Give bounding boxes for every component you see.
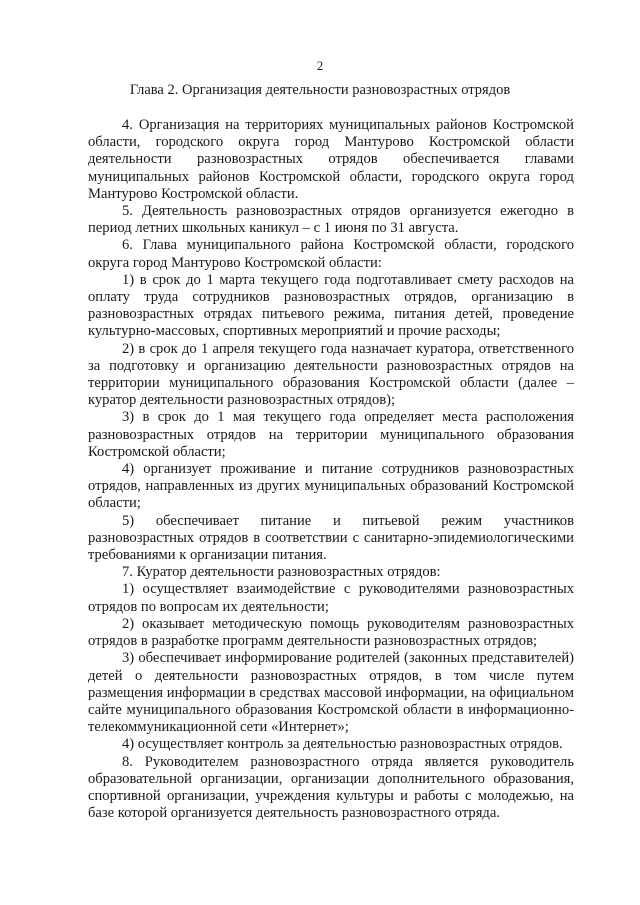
subparagraph-7-3: 3) обеспечивает информирование родителей (законных представителей) детей о деятельности разновозрастных отрядов, в том числе путем размещения информации в средствах массовой информации, на официальном сайте муниципального образования Костромской области в информационно-телекоммуникационной сети «Интернет»; [88, 650, 574, 736]
page-number: 2 [316, 58, 324, 73]
subparagraph-7-2: 2) оказывает методическую помощь руководителям разновозрастных отрядов в разработке программ деятельности разновозрастных отрядов; [88, 615, 574, 650]
subparagraph-6-5: 5) обеспечивает питание и питьевой режим участников разновозрастных отрядов в соответствии с санитарно-эпидемиологическими требованиями к организации питания. [88, 512, 574, 564]
subparagraph-6-3: 3) в срок до 1 мая текущего года определяет места расположения разновозрастных отрядов на территории муниципального образования Костромской области; [88, 409, 574, 460]
paragraph-item-8: 8. Руководителем разновозрастного отряда является руководитель образовательной организации, организации дополнительного образования, спортивной организации, учреждения культуры и работы с молодежью, на базе которой организуется деятельность разновозрастного отряда. [88, 753, 574, 822]
subparagraph-6-4: 4) организует проживание и питание сотрудников разновозрастных отрядов, направленных из других муниципальных образований Костромской области; [88, 461, 574, 512]
chapter-title: Глава 2. Организация деятельности разновозрастных отрядов [129, 82, 511, 98]
subparagraph-6-1: 1) в срок до 1 марта текущего года подготавливает смету расходов на оплату труда сотрудников разновозрастных отрядов, организацию в разновозрастных отрядах питьевого режима, питания детей, проведение культурно-массовых, спортивных мероприятий и прочие расходы; [88, 271, 574, 340]
paragraph-item-6: 6. Глава муниципального района Костромской области, городского округа город Мантурово Костромской области: [88, 237, 574, 271]
paragraph-item-5: 5. Деятельность разновозрастных отрядов организуется ежегодно в период летних школьных каникул – с 1 июня по 31 августа. [88, 203, 574, 237]
subparagraph-7-1: 1) осуществляет взаимодействие с руководителями разновозрастных отрядов по вопросам их деятельности; [88, 581, 574, 615]
subparagraph-7-4: 4) осуществляет контроль за деятельностью разновозрастных отрядов. [122, 736, 563, 753]
subparagraph-6-2: 2) в срок до 1 апреля текущего года назначает куратора, ответственного за подготовку и организацию деятельности разновозрастных отрядов на территории муниципального образования Костромской области (далее – куратор деятельности разновозрастных отрядов); [88, 340, 574, 409]
document-body [88, 117, 574, 822]
paragraph-item-4: 4. Организация на территориях муниципальных районов Костромской области, городского округа город Мантурово Костромской области деятельности разновозрастных отрядов обеспечивается главами муниципальных районов Костромской области, городского округа город Мантурово Костромской области. [88, 117, 574, 202]
paragraph-item-7: 7. Куратор деятельности разновозрастных отрядов: [122, 564, 441, 581]
